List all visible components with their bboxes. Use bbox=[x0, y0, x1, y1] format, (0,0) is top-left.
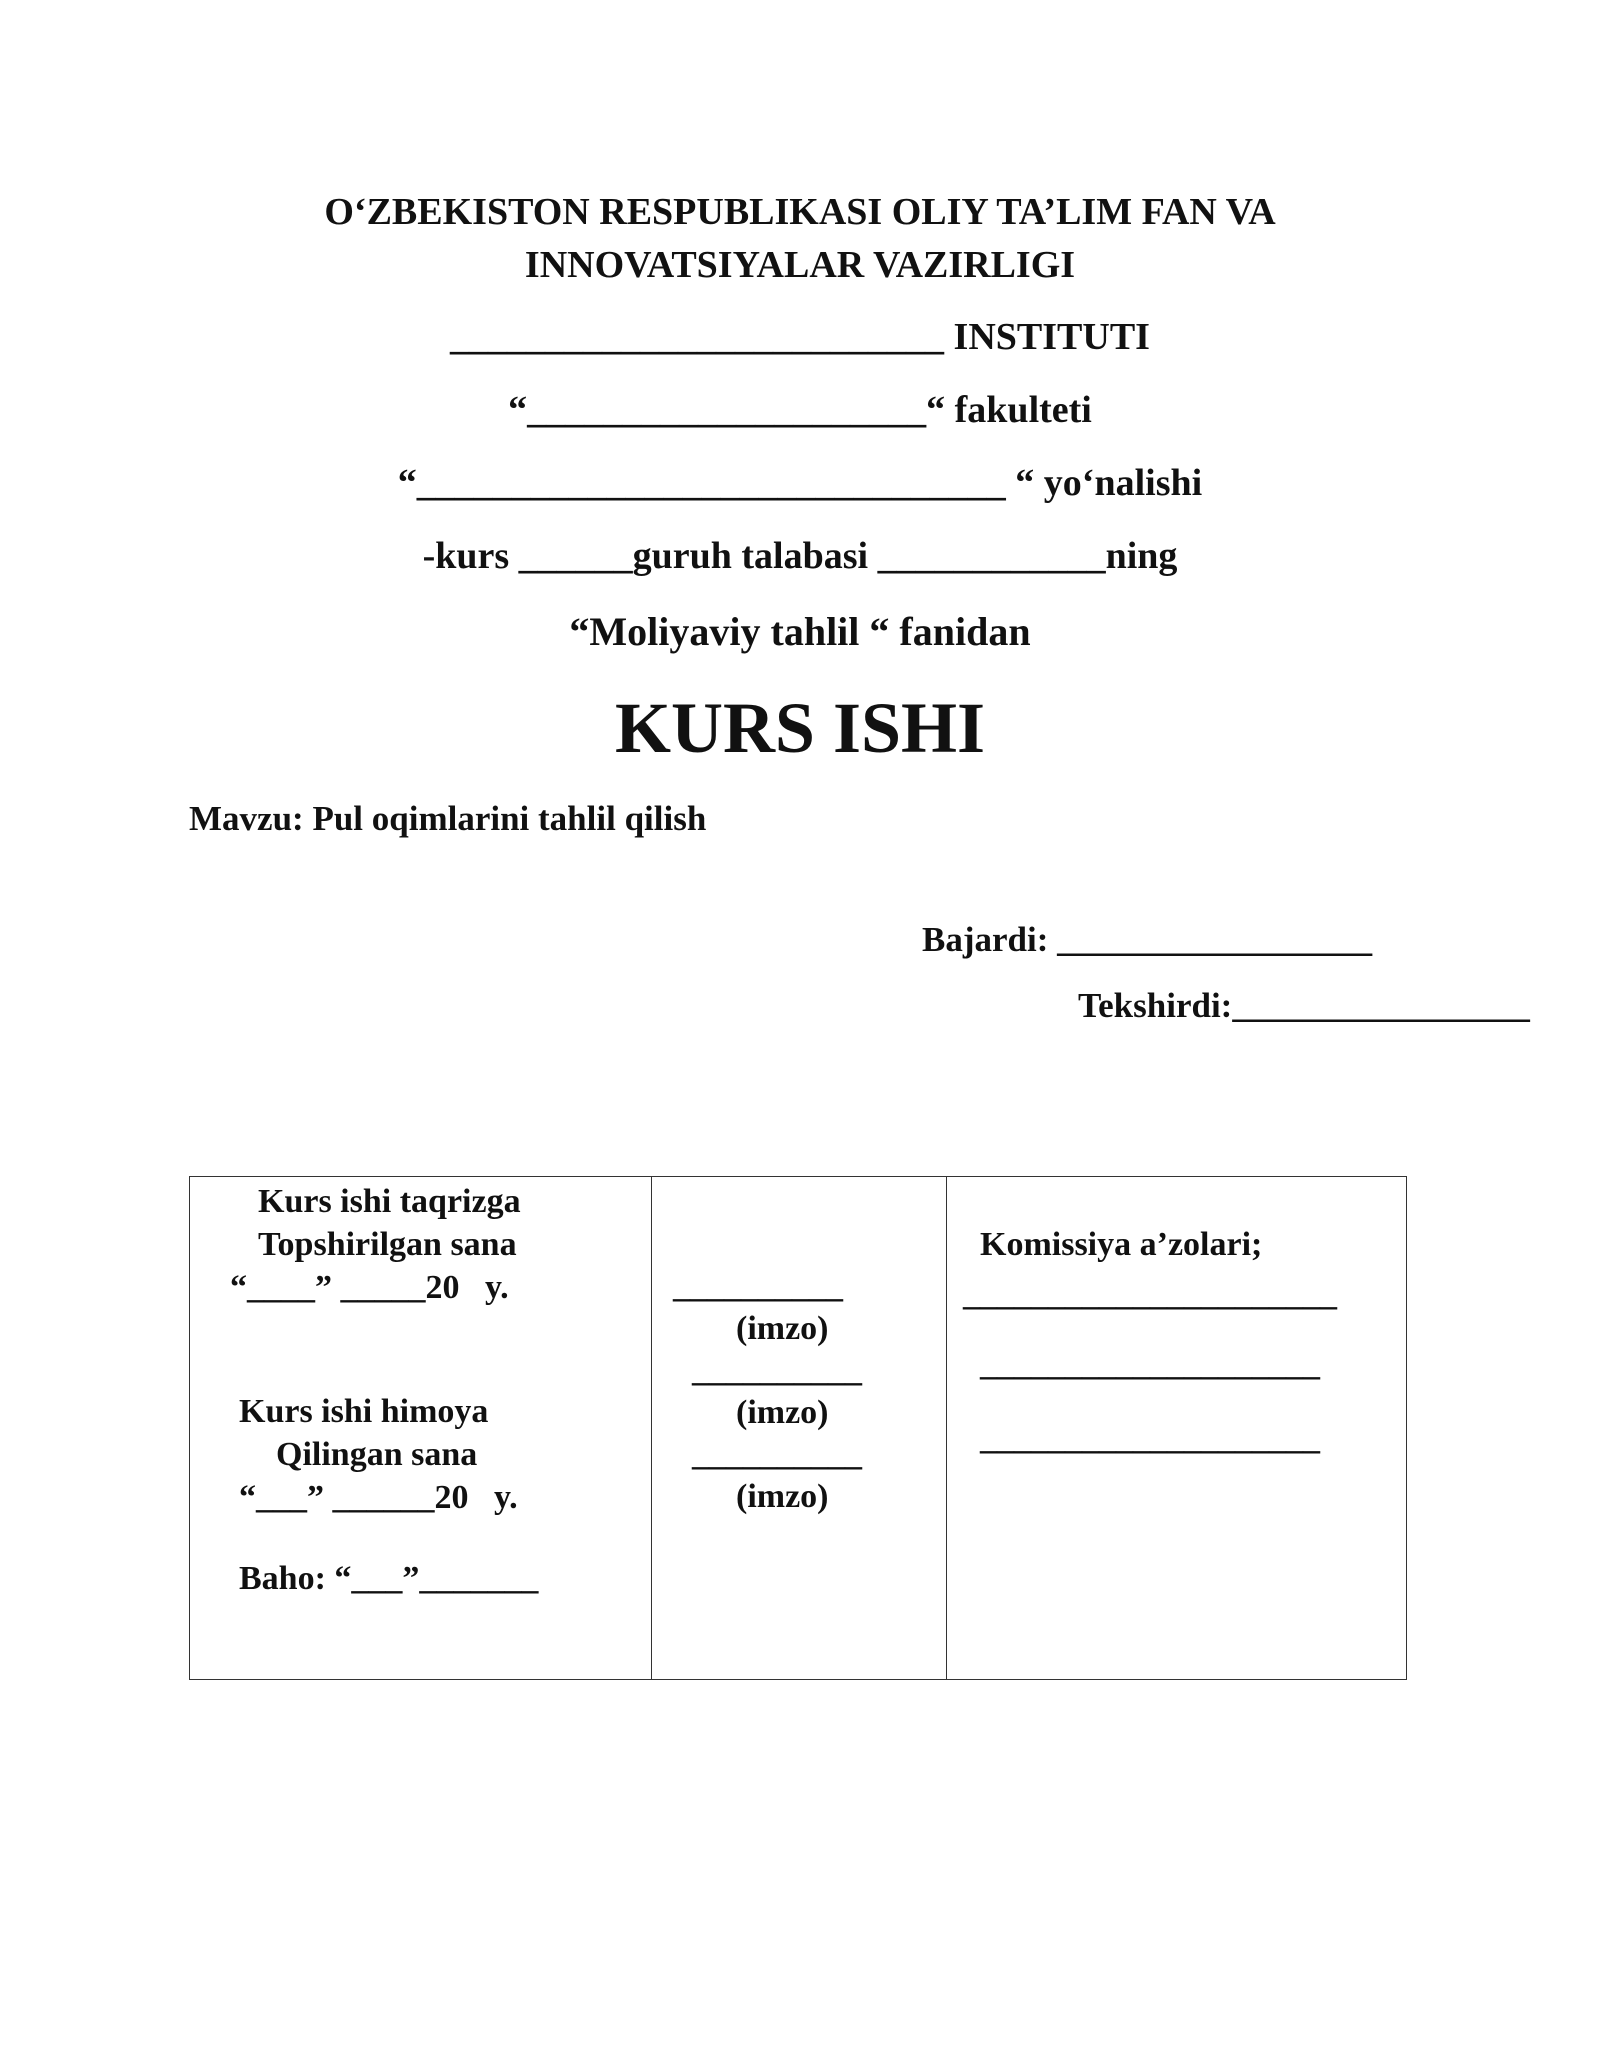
checked-by-line: Tekshirdi:_________________ bbox=[1078, 986, 1530, 1025]
table-divider-1 bbox=[651, 1177, 652, 1679]
review-label-line-1: Kurs ishi taqrizga bbox=[258, 1183, 521, 1220]
commission-member-line-2: ____________________ bbox=[980, 1346, 1320, 1383]
signature-label-1: (imzo) bbox=[736, 1310, 829, 1347]
evaluation-table bbox=[189, 1176, 1407, 1680]
signature-label-3: (imzo) bbox=[736, 1478, 829, 1515]
grade-field: Baho: “___”_______ bbox=[239, 1560, 539, 1597]
table-divider-2 bbox=[946, 1177, 947, 1679]
defense-date-field: “___” ______20 y. bbox=[239, 1479, 518, 1516]
signature-line-3: __________ bbox=[692, 1436, 862, 1473]
review-date-field: “____” _____20 y. bbox=[230, 1269, 509, 1306]
commission-member-line-3: ____________________ bbox=[980, 1420, 1320, 1457]
ministry-title-line-1: O‘ZBEKISTON RESPUBLIKASI OLIY TA’LIM FAN VA bbox=[324, 191, 1276, 233]
review-label-line-2: Topshirilgan sana bbox=[258, 1226, 517, 1263]
institute-line: __________________________ INSTITUTI bbox=[450, 316, 1150, 358]
signature-line-2: __________ bbox=[692, 1352, 862, 1389]
student-line: -kurs ______guruh talabasi ____________ning bbox=[422, 535, 1178, 577]
commission-title: Komissiya a’zolari; bbox=[980, 1226, 1263, 1263]
topic-line: Mavzu: Pul oqimlarini tahlil qilish bbox=[189, 799, 707, 838]
document-title: KURS ISHI bbox=[614, 688, 986, 768]
ministry-title-line-2: INNOVATSIYALAR VAZIRLIGI bbox=[524, 244, 1076, 286]
defense-label-line-1: Kurs ishi himoya bbox=[239, 1393, 489, 1430]
faculty-line: “_____________________“ fakulteti bbox=[508, 389, 1092, 431]
signature-label-2: (imzo) bbox=[736, 1394, 829, 1431]
direction-line: “_______________________________ “ yo‘nalishi bbox=[397, 462, 1203, 504]
signature-line-1: __________ bbox=[673, 1268, 843, 1305]
done-by-line: Bajardi: __________________ bbox=[922, 920, 1373, 959]
commission-member-line-1: ______________________ bbox=[963, 1276, 1337, 1313]
subject-line: “Moliyaviy tahlil “ fanidan bbox=[569, 609, 1031, 654]
defense-label-line-2: Qilingan sana bbox=[276, 1436, 478, 1473]
